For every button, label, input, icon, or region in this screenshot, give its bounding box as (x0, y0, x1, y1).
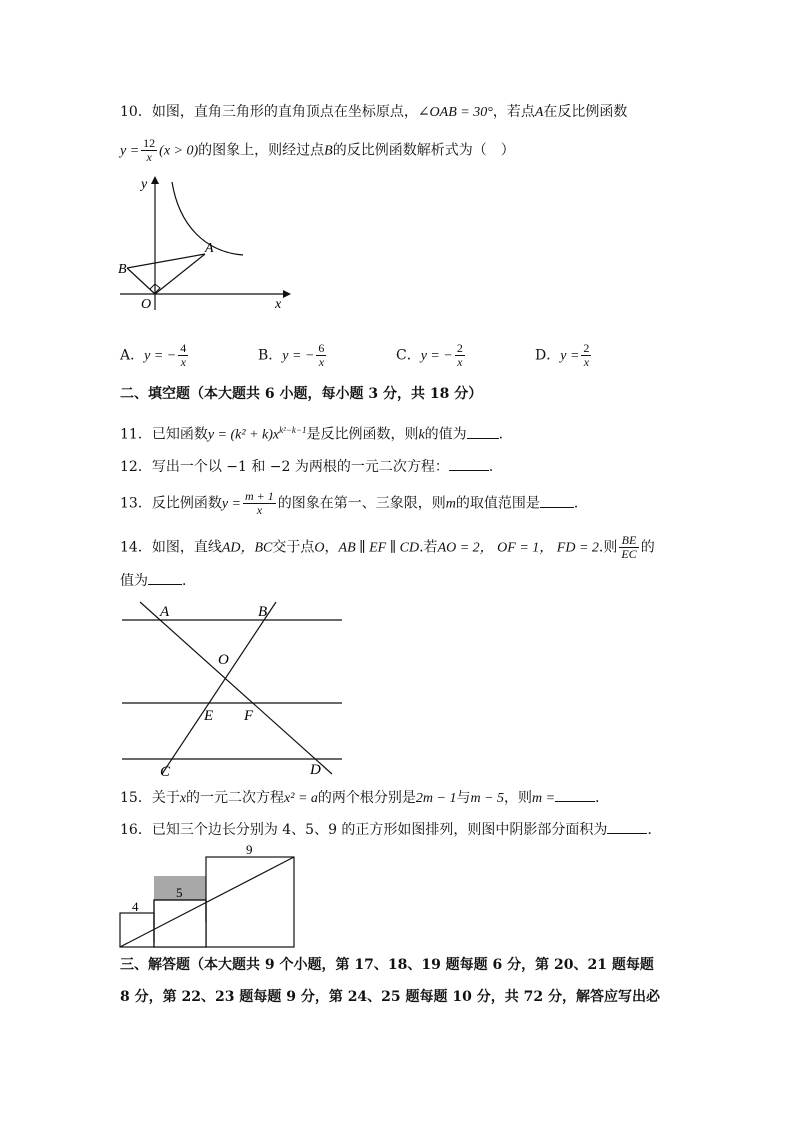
q11: 11．已知函数$y = (k^2 + k)x^{k^2-k-1}$是反比例函数，则k的值为 ． (120, 425, 513, 443)
q13-answer-blank[interactable] (540, 493, 574, 508)
label-c: C (160, 764, 171, 780)
q16-figure (118, 842, 298, 950)
q14-figure (118, 598, 350, 780)
label-b: B (258, 604, 268, 620)
segment-ab (127, 254, 205, 268)
section3-line1: 三、解答题（本大题共 9 个小题，第 17、18、19 题每题 6 分，第 20、21 题每题 (120, 957, 654, 973)
section2-heading: 二、填空题（本大题共 6 小题，每小题 3 分，共 18 分） (120, 386, 483, 402)
label-d: D (310, 762, 321, 778)
x-axis-arrow (283, 290, 291, 298)
section3-line2: 8 分，第 22、23 题每题 9 分，第 24、25 题每题 10 分，共 72 分，解答应写出必 (120, 989, 660, 1005)
q12-answer-blank[interactable] (449, 456, 489, 471)
q16: 16．已知三个边长分别为 4、5、9 的正方形如图排列，则图中阴影部分面积为 ． (120, 819, 661, 840)
label-x: x (275, 297, 282, 312)
square-9 (206, 857, 294, 947)
q12: 12．写出一个以 −1 和 −2 为两根的一元二次方程： ． (120, 456, 503, 477)
line-ad (140, 602, 332, 774)
label-y: y (141, 177, 148, 192)
q10-line1: 10．如图，直角三角形的直角顶点在坐标原点，∠OAB = 30°，若点A在反比例函数 (120, 104, 628, 120)
q14-line2: 值为 ． (120, 570, 196, 591)
label-a: A (160, 604, 170, 620)
q13: 13．反比例函数y = $\frac{m + 1}{x}$ 的图象在第一、三象限，则m的取值范围是 ． (120, 489, 588, 517)
label-f: F (244, 708, 254, 724)
q16-answer-blank[interactable] (607, 819, 647, 834)
segment-ob (127, 268, 155, 294)
label-5: 5 (176, 885, 183, 900)
label-o: O (141, 297, 152, 312)
square-4 (120, 913, 154, 947)
label-b: B (118, 262, 127, 277)
label-9: 9 (246, 842, 253, 857)
label-4: 4 (132, 899, 139, 914)
segment-oa (155, 254, 205, 294)
q11-answer-blank[interactable] (467, 424, 499, 439)
line-bc (162, 602, 276, 774)
y-axis-arrow (151, 176, 159, 184)
q14-line1: 14．如图，直线AD，BC交于点O，AB ∥ EF ∥ CD.若AO = 2， OF = 1， FD = 2.则 $\frac{BE}{EC}$ 的 (120, 533, 655, 561)
angle-expression: ∠OAB = 30° (417, 105, 493, 120)
q10-figure (115, 170, 295, 315)
label-o: O (218, 652, 229, 668)
option-a[interactable]: A．y = − $\frac{4}{x}$ (120, 341, 187, 369)
q15: 15．关于x的一元二次方程x² = a的两个根分别是2m − 1与m − 5，则m = ． (120, 787, 609, 809)
label-e: E (204, 708, 214, 724)
label-a: A (205, 241, 214, 256)
function-fraction: $\frac{12}{x}$ (143, 136, 156, 164)
option-b[interactable]: B．y = − $\frac{6}{x}$ (258, 341, 325, 369)
q10-line2: y = $\frac{12}{x}$ (x > 0)的图象上，则经过点B的反比例函数解析式为（ ） (120, 136, 515, 164)
diagonal (120, 857, 294, 947)
option-c[interactable]: C．y = − $\frac{2}{x}$ (396, 341, 463, 369)
q14-answer-blank[interactable] (148, 570, 182, 585)
q15-answer-blank[interactable] (555, 787, 595, 802)
option-d[interactable]: D．y = $\frac{2}{x}$ (535, 341, 590, 369)
